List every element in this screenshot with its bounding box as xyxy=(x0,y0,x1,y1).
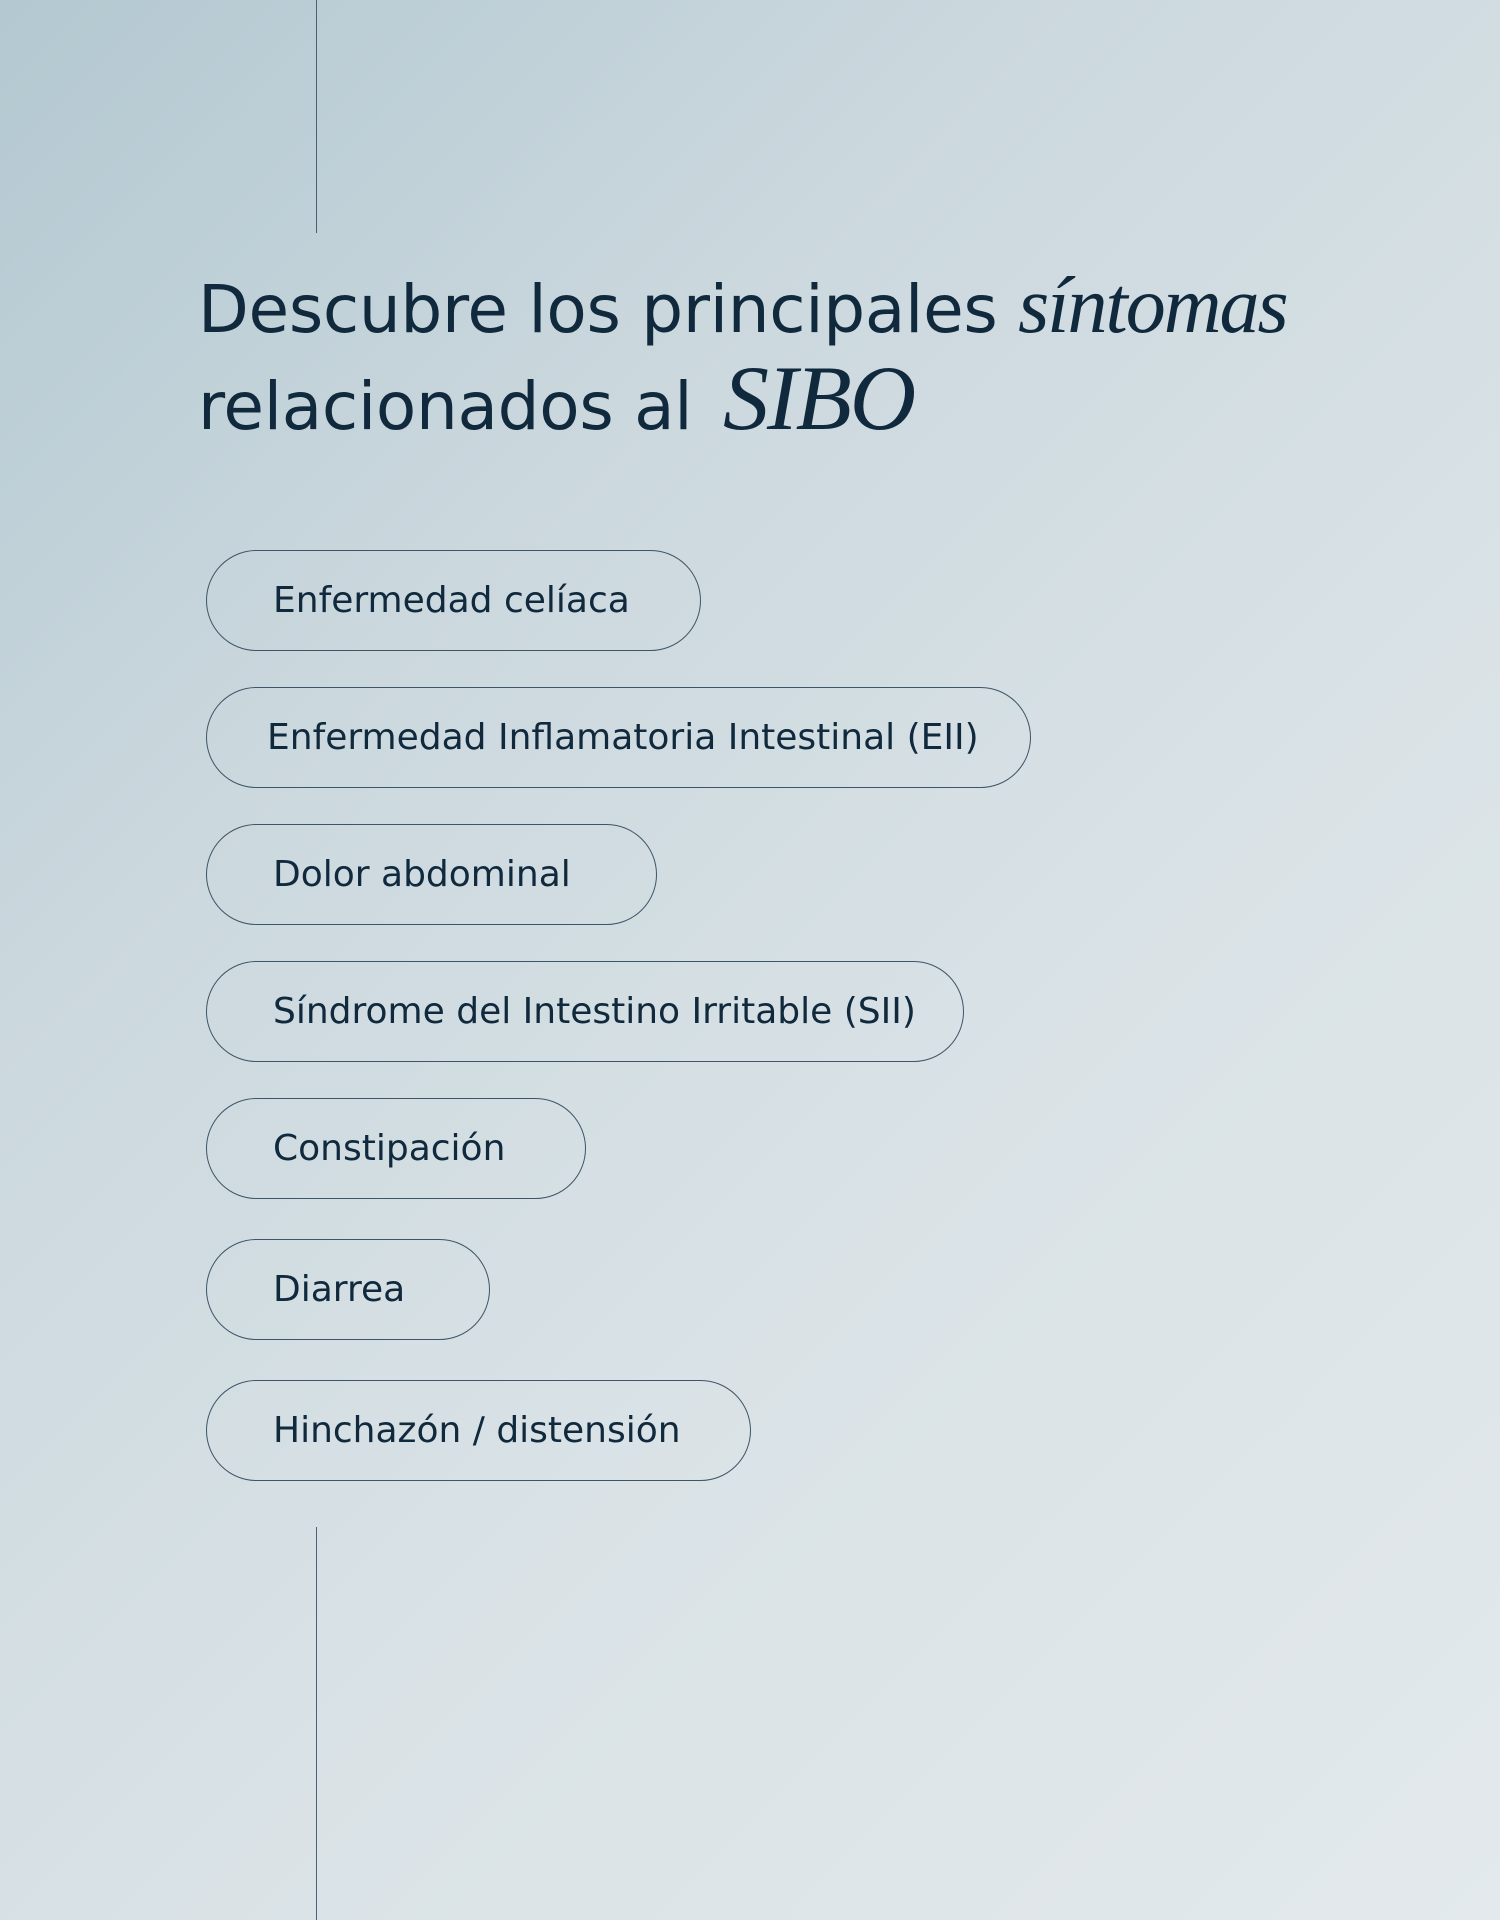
decorative-vertical-line-bottom xyxy=(316,1527,317,1920)
symptom-pill[interactable] xyxy=(206,1380,751,1481)
title-line-2-text: relacionados al xyxy=(198,368,693,445)
title-emphasis-sibo: SIBO xyxy=(722,347,915,449)
title-emphasis-sintomas: síntomas xyxy=(1018,262,1287,350)
symptom-pill[interactable] xyxy=(206,824,657,925)
title-line-1-text: Descubre los principales xyxy=(198,271,998,348)
decorative-vertical-line-top xyxy=(316,0,317,233)
title-line-2 xyxy=(198,347,915,449)
symptom-pill-label: Síndrome del Intestino Irritable (SII) xyxy=(273,991,916,1032)
symptom-pill[interactable] xyxy=(206,1098,586,1199)
symptom-pill[interactable] xyxy=(206,550,701,651)
symptom-pill-list xyxy=(206,550,1031,1481)
symptom-pill-label: Enfermedad celíaca xyxy=(273,580,630,621)
symptom-pill[interactable] xyxy=(206,961,964,1062)
symptom-pill-label: Constipación xyxy=(273,1128,506,1169)
page-title xyxy=(198,262,1287,451)
symptom-pill[interactable] xyxy=(206,687,1031,788)
symptom-pill-label: Diarrea xyxy=(273,1269,406,1310)
title-line-1 xyxy=(198,262,1287,350)
symptom-pill-label: Hinchazón / distensión xyxy=(273,1410,681,1451)
symptom-pill-label: Enfermedad Inflamatoria Intestinal (EII) xyxy=(267,717,979,758)
symptom-pill[interactable] xyxy=(206,1239,490,1340)
symptom-pill-label: Dolor abdominal xyxy=(273,854,571,895)
